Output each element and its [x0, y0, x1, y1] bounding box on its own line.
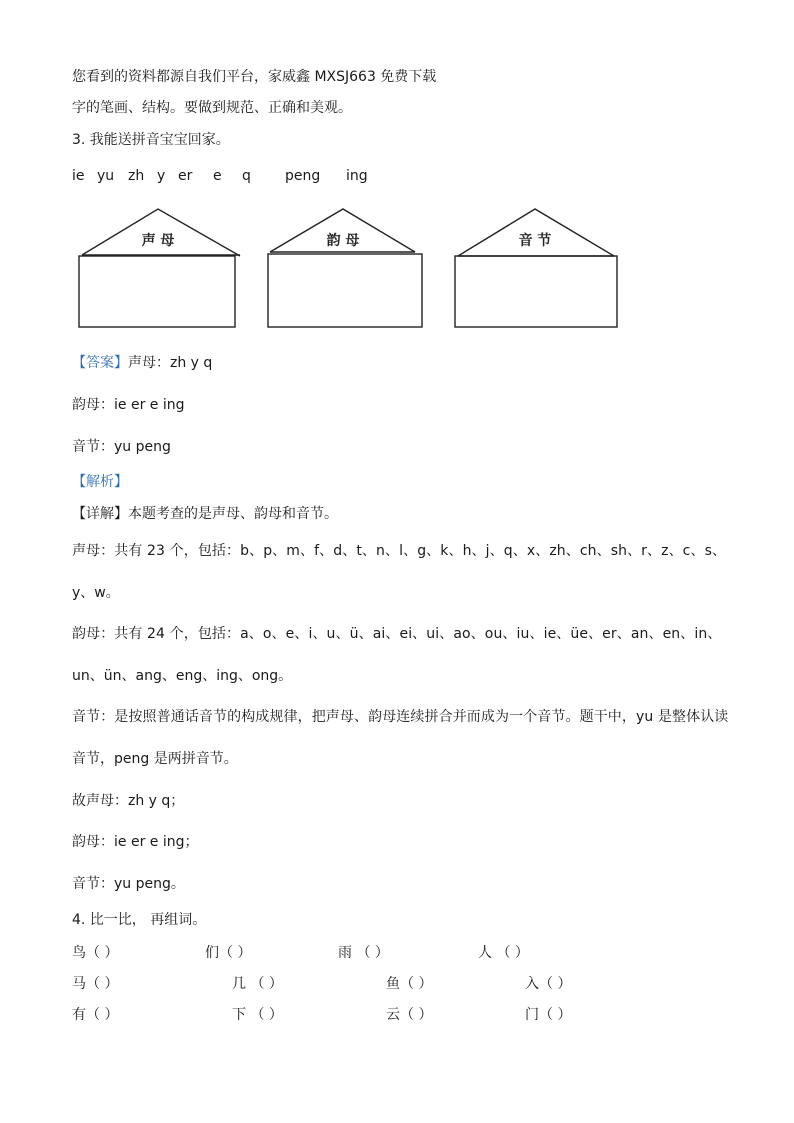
yinjie-line-2: 音节，peng 是两拼音节。	[72, 751, 238, 767]
intro-text: 字的笔画、结构。要做到规范、正确和美观。	[72, 100, 352, 116]
detail-text: 本题考查的是声母、韵母和音节。	[128, 506, 338, 522]
word-item: 们（ ）	[205, 945, 252, 961]
pinyin-item: y	[157, 168, 166, 184]
header-text: 您看到的资料都源自我们平台，家威鑫 MXSJ663 免费下载	[72, 69, 437, 85]
conclusion-yunmu: 韵母：ie er e ing；	[72, 834, 199, 850]
word-item: 有（ ）	[72, 1007, 119, 1023]
shengmu-line-2: y、w。	[72, 585, 120, 601]
answer-line-3: 音节：yu peng	[72, 439, 171, 455]
shengmu-line-1: 声母：共有 23 个，包括：b、p、m、f、d、t、n、l、g、k、h、j、q、x、zh、ch、sh、r、z、c、s、	[72, 543, 727, 559]
house-label-yunmu: 韵 母	[326, 233, 360, 249]
houses-diagram	[0, 0, 794, 340]
pinyin-item: q	[242, 168, 251, 184]
word-item: 鸟（ ）	[72, 945, 119, 961]
house-shengmu	[79, 209, 240, 327]
pinyin-item: peng	[285, 168, 321, 184]
yunmu-line-1: 韵母：共有 24 个，包括：a、o、e、i、u、ü、ai、ei、ui、ao、ou、iu、ie、üe、er、an、en、in、	[72, 626, 722, 642]
analysis-bracket: 【解析】	[72, 474, 128, 490]
word-item: 雨 （ ）	[338, 945, 389, 961]
pinyin-item: e	[213, 168, 222, 184]
house-yinjie	[455, 209, 617, 327]
answer-line-2: 韵母：ie er e ing	[72, 397, 185, 413]
pinyin-item: ing	[346, 168, 368, 184]
house-label-shengmu: 声 母	[141, 233, 175, 249]
word-item: 入（ ）	[525, 976, 572, 992]
house-yunmu	[268, 209, 422, 327]
answer-line-1	[72, 354, 212, 372]
answer-bracket: 【答案】	[72, 355, 128, 371]
answer-shengmu: 声母：zh y q	[128, 355, 213, 371]
word-item: 鱼（ ）	[386, 976, 433, 992]
detail-bracket: 【详解】	[72, 506, 128, 522]
house-label-yinjie: 音 节	[518, 233, 552, 249]
yinjie-line-1: 音节：是按照普通话音节的构成规律，把声母、韵母连续拼合并而成为一个音节。题干中，yu 是整体认读	[72, 709, 729, 725]
pinyin-item: yu	[97, 168, 115, 184]
word-item: 几 （ ）	[232, 976, 283, 992]
word-item: 马（ ）	[72, 976, 119, 992]
pinyin-item: ie	[72, 168, 85, 184]
conclusion-shengmu: 故声母：zh y q；	[72, 793, 185, 809]
word-item: 门（ ）	[525, 1007, 572, 1023]
word-item: 人 （ ）	[478, 945, 529, 961]
pinyin-item: zh	[128, 168, 145, 184]
yunmu-line-2: un、ün、ang、eng、ing、ong。	[72, 668, 293, 684]
conclusion-yinjie: 音节：yu peng。	[72, 876, 185, 892]
word-item: 云（ ）	[386, 1007, 433, 1023]
question-3-title: 3. 我能送拼音宝宝回家。	[72, 132, 230, 148]
question-4-title: 4. 比一比， 再组词。	[72, 912, 207, 928]
pinyin-item: er	[178, 168, 193, 184]
word-item: 下 （ ）	[232, 1007, 283, 1023]
detail-line	[72, 505, 338, 523]
